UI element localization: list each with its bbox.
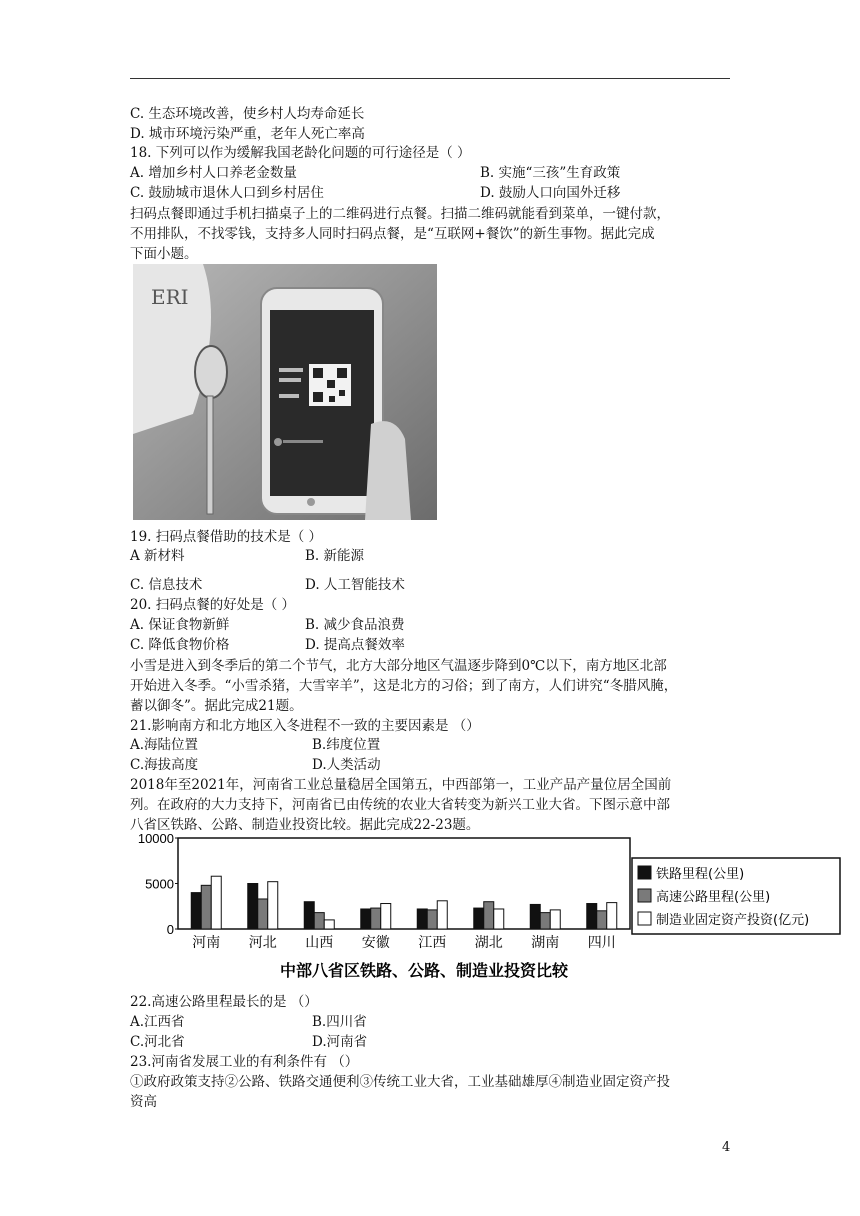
y-tick-label: 5000 (145, 876, 174, 892)
text-line: 19. 扫码点餐借助的技术是（ ） (130, 529, 323, 545)
bar (314, 913, 324, 929)
text-line: C. 降低食物价格 (130, 637, 230, 653)
text-line: ①政府政策支持②公路、铁路交通便利③传统工业大省，工业基础雄厚④制造业固定资产投 (130, 1074, 670, 1090)
bar (530, 904, 540, 929)
category-label: 湖南 (531, 935, 560, 951)
answer-option: B. 减少食品浪费 (305, 617, 405, 633)
text-line: 2018年至2021年，河南省工业总量稳居全国第五，中西部第一，工业产品产量位居全国前 (130, 777, 672, 793)
phone-illustration (133, 264, 437, 520)
category-label: 安徽 (361, 935, 390, 951)
investment-bar-chart (130, 828, 842, 988)
text-line: 八省区铁路、公路、制造业投资比较。据此完成22-23题。 (130, 817, 480, 833)
text-line: 21.影响南方和北方地区入冬进程不一致的主要因素是 （） (130, 718, 480, 734)
category-label: 湖北 (474, 935, 503, 951)
text-line: 18. 下列可以作为缓解我国老龄化问题的可行途径是（ ） (130, 145, 471, 161)
answer-option: D. 提高点餐效率 (305, 637, 405, 653)
bar (258, 899, 268, 929)
qr-ordering-photo (133, 264, 437, 520)
bar (361, 909, 371, 929)
legend-swatch (638, 912, 651, 925)
bar (304, 902, 314, 929)
text-line: C. 信息技术 (130, 577, 203, 593)
legend-label: 铁路里程(公里) (656, 867, 745, 882)
answer-option: B.纬度位置 (312, 737, 381, 753)
category-label: 四川 (587, 935, 616, 951)
page-number: 4 (722, 1140, 731, 1155)
bar (324, 920, 334, 929)
text-line: 扫码点餐即通过手机扫描桌子上的二维码进行点餐。扫描二维码就能看到菜单，一键付款， (130, 206, 670, 222)
bar (550, 910, 560, 929)
bar (437, 901, 447, 929)
answer-option: D.人类活动 (312, 757, 381, 773)
text-line: A. 增加乡村人口养老金数量 (130, 165, 297, 181)
legend-label: 制造业固定资产投资(亿元) (656, 913, 810, 928)
text-line: A 新材料 (130, 548, 185, 564)
legend-swatch (638, 889, 651, 902)
category-label: 河北 (248, 935, 277, 951)
text-line: 下面小题。 (130, 246, 198, 262)
text-line: C.海拔高度 (130, 757, 199, 773)
bar (494, 909, 504, 929)
bar (474, 908, 484, 929)
legend-swatch (638, 866, 651, 879)
bar (607, 903, 617, 929)
y-tick-label: 10000 (137, 831, 174, 846)
text-line: C. 鼓励城市退休人口到乡村居住 (130, 185, 324, 201)
text-line: 不用排队，不找零钱，支持多人同时扫码点餐，是“互联网+餐饮”的新生事物。据此完成 (130, 226, 655, 242)
category-label: 河南 (192, 935, 221, 951)
text-line: C.河北省 (130, 1034, 185, 1050)
bar (211, 876, 221, 929)
text-line: 列。在政府的大力支持下，河南省已由传统的农业大省转变为新兴工业大省。下图示意中部 (130, 797, 670, 813)
text-line: 小雪是进入到冬季后的第二个节气，北方大部分地区气温逐步降到0℃以下，南方地区北部 (130, 658, 667, 674)
text-line: 资高 (130, 1094, 157, 1110)
text-line: A. 保证食物新鲜 (130, 617, 230, 633)
bar (540, 913, 550, 929)
answer-option: B. 实施“三孩”生育政策 (480, 165, 621, 181)
text-line: 20. 扫码点餐的好处是（ ） (130, 597, 296, 613)
text-line: A.江西省 (130, 1014, 185, 1030)
bar (587, 904, 597, 929)
text-line: 23.河南省发展工业的有利条件有 （） (130, 1054, 359, 1070)
bar (417, 909, 427, 929)
text-line: 22.高速公路里程最长的是 （） (130, 994, 318, 1010)
text-line: D. 城市环境污染严重，老年人死亡率高 (130, 126, 365, 142)
chart-title: 中部八省区铁路、公路、制造业投资比较 (279, 961, 569, 980)
bar (268, 882, 278, 929)
text-line: 蓄以御冬”。据此完成21题。 (130, 698, 303, 714)
bar (381, 904, 391, 929)
answer-option: B.四川省 (312, 1014, 367, 1030)
answer-option: D. 人工智能技术 (305, 577, 405, 593)
header-rule (130, 78, 730, 79)
y-tick-label: 0 (166, 922, 174, 937)
bar (427, 910, 437, 929)
bar (248, 884, 258, 930)
text-line: C. 生态环境改善，使乡村人均寿命延长 (130, 106, 365, 122)
text-line: 开始进入冬季。“小雪杀猪，大雪宰羊”，这是北方的习俗；到了南方，人们讲究“冬腊风腌， (130, 678, 678, 694)
plot-frame (178, 838, 630, 929)
category-label: 江西 (418, 935, 447, 951)
answer-option: D. 鼓励人口向国外迁移 (480, 185, 621, 201)
bar (201, 885, 211, 929)
bar (597, 911, 607, 929)
bar (191, 893, 201, 929)
bar (484, 902, 494, 929)
legend-label: 高速公路里程(公里) (656, 890, 771, 905)
answer-option: B. 新能源 (305, 548, 365, 564)
bar (371, 908, 381, 929)
category-label: 山西 (305, 935, 334, 951)
plate-text: ERI (151, 285, 189, 309)
text-line: A.海陆位置 (130, 737, 199, 753)
answer-option: D.河南省 (312, 1034, 368, 1050)
